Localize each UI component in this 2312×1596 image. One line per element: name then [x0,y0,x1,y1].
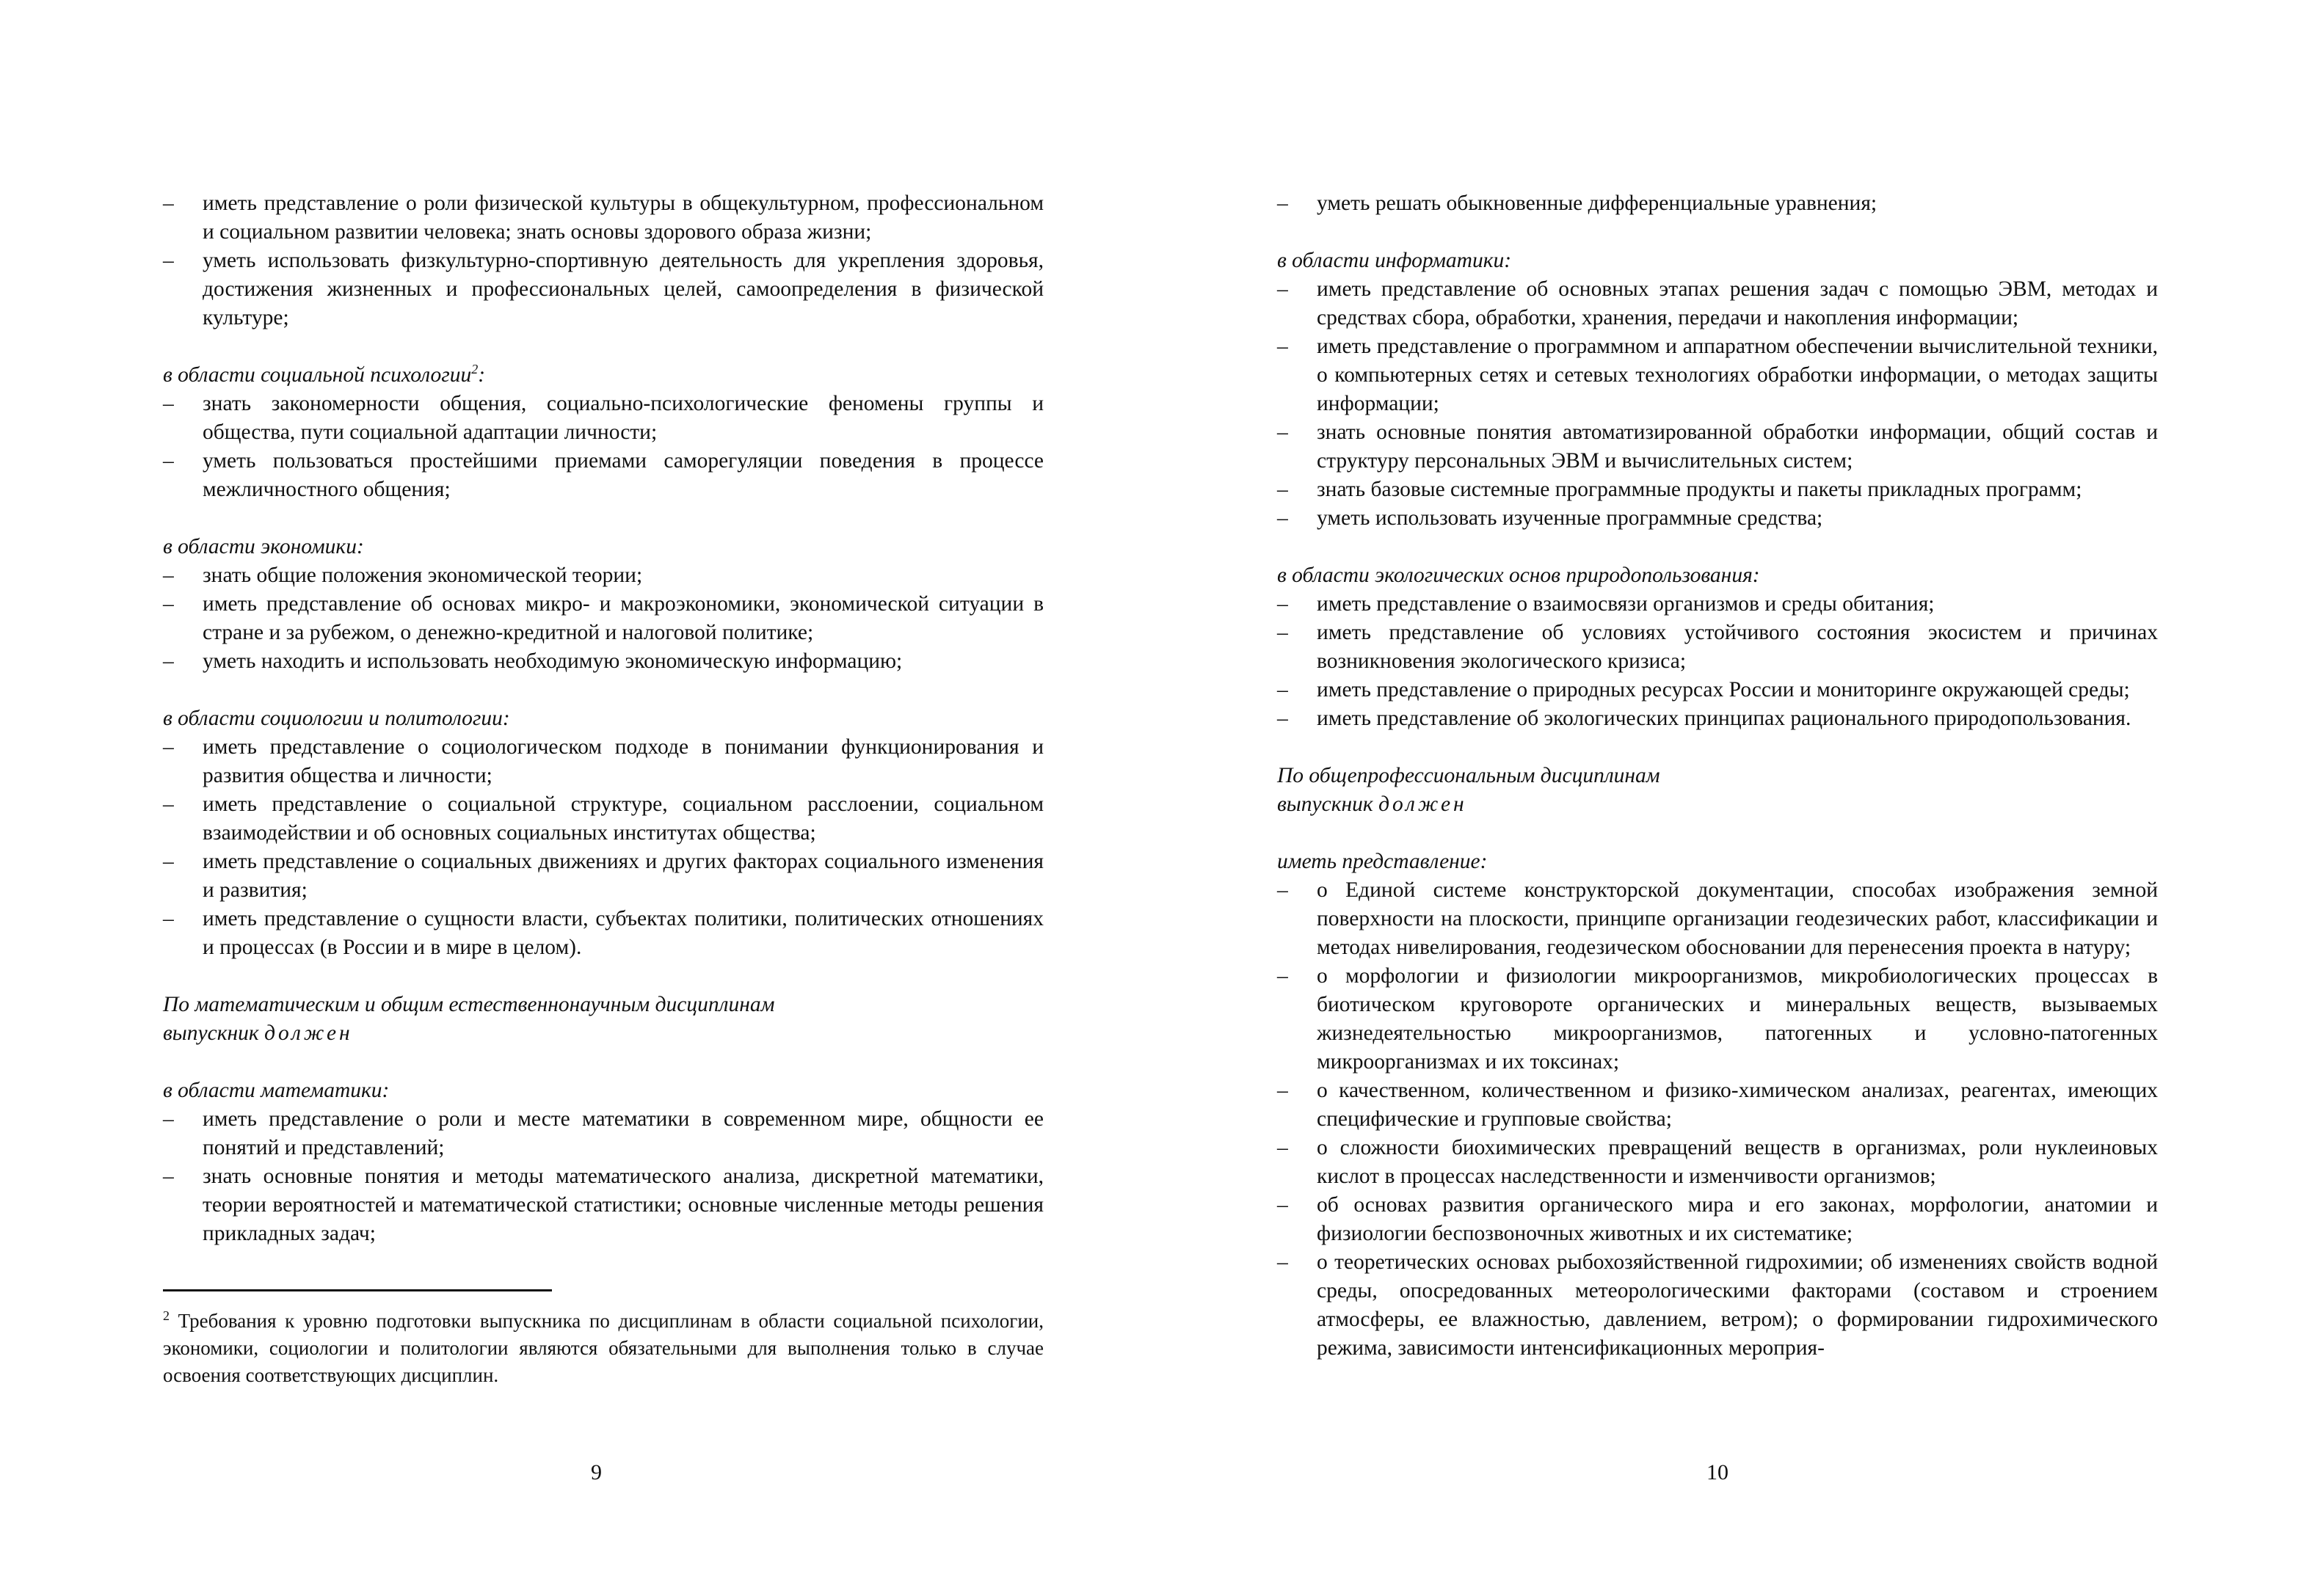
list-dash: – [1277,1193,1288,1217]
graduate-must-line: выпускник должен [163,1021,353,1045]
list-dash: – [163,192,174,215]
list-item: – иметь представление о природных ресурсах России и мониторинге окружающей среды; [1277,676,2158,704]
list-item: – уметь находить и использовать необходимую экономическую информацию; [163,647,1044,676]
list-dash: – [163,1165,174,1188]
list-item: – знать базовые системные программные продукты и пакеты прикладных программ; [1277,475,2158,504]
list-dash: – [1277,420,1288,444]
list-dash: – [1277,878,1288,902]
list-dash: – [1277,707,1288,730]
section-heading-ecology: в области экологических основ природопользования: [1277,564,1760,587]
left-page [163,189,1044,1389]
list-item: – знать основные понятия автоматизированной обработки информации, общий состав и структуру персональных ЭВМ и вычислительных систем; [1277,418,2158,475]
list-dash: – [163,392,174,415]
list-item: – о морфологии и физиологии микроорганизмов, микробиологических процессах в биотическом круговороте органических и минеральных веществ, вызываемых жизнедеятельностью микроорганизмов, патогенных и условно-патогенных микроорганизмах и их токсинах; [1277,962,2158,1076]
list-item: – о сложности биохимических превращений веществ в организмах, роли нуклеиновых кислот в процессах наследственности и изменчивости организмов; [1277,1134,2158,1191]
list-dash: – [163,907,174,930]
section-heading-general-professional: По общепрофессиональным дисциплинам [1277,764,1660,787]
list-dash: – [1277,592,1288,616]
list-item: – о теоретических основах рыбохозяйственной гидрохимии; об изменениях свойств водной среды, опосредованных метеорологическими факторами (составом и строением атмосферы, ее влажностью, давлением, ветром); о формировании гидрохимического режима, зависимости интенсификационных мероприя- [1277,1248,2158,1363]
footnote-mark: 2 [163,1308,170,1323]
list-item: – уметь пользоваться простейшими приемами саморегуляции поведения в процессе межличностного общения; [163,447,1044,504]
list-dash: – [1277,506,1288,530]
footnote: $^2$ Требования к уровню подготовки выпускника по дисциплинам в области социальной психологии, экономики, социологии и политологии являются обязательными для выполнения только в случае освоения соответствующих дисциплин. [163,1308,1044,1386]
list-item: – знать общие положения экономической теории; [163,561,1044,590]
list-dash: – [163,649,174,673]
list-dash: – [163,1107,174,1131]
list-item: – иметь представление о сущности власти, субъектах политики, политических отношениях и процессах (в России и в мире в целом). [163,905,1044,962]
list-dash: – [163,249,174,272]
list-dash: – [163,850,174,873]
list-item: – иметь представление о социальных движениях и других факторах социального изменения и развития; [163,848,1044,905]
list-item: – иметь представление об основах микро- и макроэкономики, экономической ситуации в стране и за рубежом, о денежно-кредитной и налоговой политике; [163,590,1044,647]
right-page [1277,189,2158,1363]
footnote-divider [163,1289,552,1291]
list-item: – знать основные понятия и методы математического анализа, дискретной математики, теории вероятностей и математической статистики; основные численные методы решения прикладных задач; [163,1162,1044,1248]
list-dash: – [163,735,174,759]
list-dash: – [1277,192,1288,215]
list-dash: – [1277,1079,1288,1102]
page-number-right: 10 [1706,1460,1728,1484]
section-heading-informatics: в области информатики: [1277,249,1512,272]
list-item: – иметь представление о социальной структуре, социальном расслоении, социальном взаимодействии и об основных социальных институтах общества; [163,790,1044,848]
section-heading-sociology: в области социологии и политологии: [163,707,510,730]
list-item: – иметь представление об основных этапах решения задач с помощью ЭВМ, методах и средствах сбора, обработки, хранения, передачи и накопления информации; [1277,275,2158,332]
list-item: – иметь представление об условиях устойчивого состояния экосистем и причинах возникновения экологического кризиса; [1277,619,2158,676]
list-dash: – [163,564,174,587]
list-dash: – [163,792,174,816]
list-item: – иметь представление о социологическом подходе в понимании функционирования и развития общества и личности; [163,733,1044,790]
list-item: – знать закономерности общения, социально-психологические феномены группы и общества, пути социальной адаптации личности; [163,390,1044,447]
list-item: – о Единой системе конструкторской документации, способах изображения земной поверхности на плоскости, принципе организации геодезических работ, классификации и методах нивелирования, геодезическом обосновании для перенесения проекта в натуру; [1277,876,2158,962]
graduate-must-line: выпускник должен [1277,792,1467,816]
page-number-left: 9 [591,1460,602,1484]
list-dash: – [1277,1136,1288,1159]
list-item: – уметь использовать физкультурно-спортивную деятельность для укрепления здоровья, достижения жизненных и профессиональных целей, самоопределения в физической культуре; [163,247,1044,332]
list-item: – о качественном, количественном и физико-химическом анализах, реагентах, имеющих специфические и групповые свойства; [1277,1076,2158,1134]
list-dash: – [1277,277,1288,301]
list-dash: – [1277,964,1288,988]
section-heading-social-psychology: в области социальной психологии$^2$: [163,362,486,387]
list-item: – уметь решать обыкновенные дифференциальные уравнения; [1277,189,2158,218]
list-item: – иметь представление о роли физической культуры в общекультурном, профессиональном и социальном развитии человека; знать основы здорового образа жизни; [163,189,1044,247]
list-dash: – [1277,678,1288,702]
list-dash: – [1277,1250,1288,1274]
list-dash: – [1277,621,1288,644]
list-item: – иметь представление о программном и аппаратном обеспечении вычислительной техники, о компьютерных сетях и сетевых технологиях обработки информации, о методах защиты информации; [1277,332,2158,418]
list-dash: – [163,592,174,616]
list-dash: – [163,449,174,473]
list-item: – иметь представление о роли и месте математики в современном мире, общности ее понятий и представлений; [163,1105,1044,1162]
list-dash: – [1277,478,1288,501]
section-heading-economics: в области экономики: [163,535,364,558]
list-item: – уметь использовать изученные программные средства; [1277,504,2158,533]
list-item: – иметь представление о взаимосвязи организмов и среды обитания; [1277,590,2158,619]
footnote-reference: 2 [471,362,479,377]
section-heading-representation: иметь представление: [1277,850,1488,873]
list-dash: – [1277,335,1288,358]
list-item: – иметь представление об экологических принципах рационального природопользования. [1277,704,2158,733]
section-heading-mathematics: в области математики: [163,1079,390,1102]
section-heading-math-disciplines: По математическим и общим естественнонаучным дисциплинам [163,993,775,1016]
list-item: – об основах развития органического мира и его законах, морфологии, анатомии и физиологии беспозвоночных животных и их систематике; [1277,1191,2158,1248]
